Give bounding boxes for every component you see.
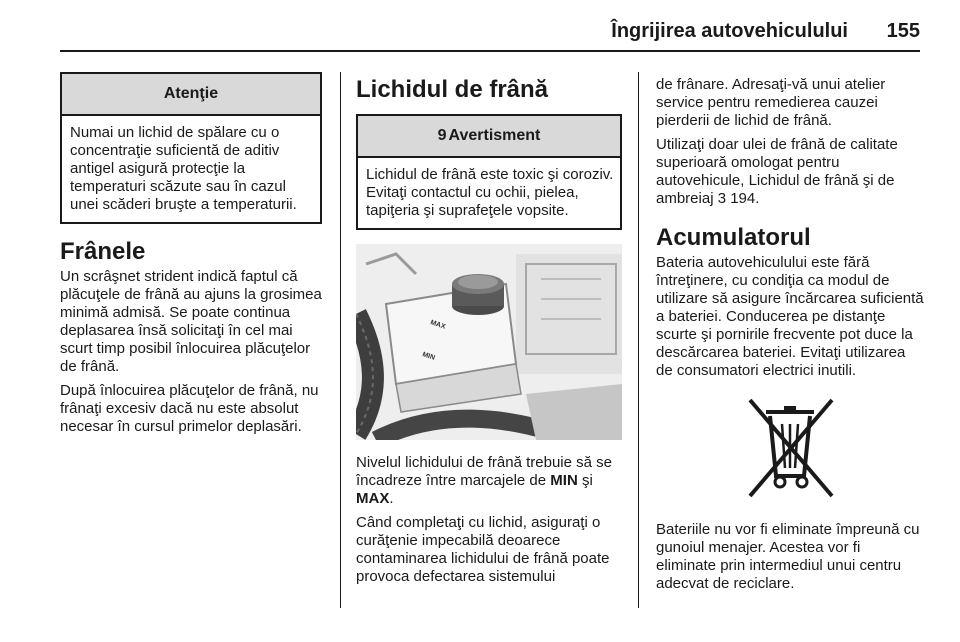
max-mark-label: MAX [429,319,447,331]
min-label: MIN [550,472,578,489]
page-header [60,14,920,52]
page-number: 155 [886,20,920,42]
warning-header [358,116,620,158]
paragraph: Bateriile nu vor fi eliminate împreună cu gunoiul menajer. Acestea vor fi eliminate prin intermediul unui centru adecvat de reciclare. [656,521,920,592]
warning-box [356,114,622,230]
column-3 [656,72,924,593]
paragraph: Bateria autovehiculului este fără întreţinere, cu condiţia ca modul de utilizare să asigure încărcarea suficientă a bateriei. Conducerea pe distanţe scurte şi pornirile frecvente pot duce la descărcarea bateriei. Evitaţi utilizarea de consumatori electrici inutili. [656,254,924,379]
crossed-out-bin-icon [740,394,840,502]
column-divider [340,72,341,608]
min-mark-label: MIN [421,351,436,362]
page-reference[interactable]: 194. [726,190,760,207]
page-reference-icon: 3 [717,190,727,207]
paragraph: Utilizaţi doar ulei de frână de calitate superioară omologat pentru autovehicule, Lichidul de frână şi de ambreiaj 3 194. [656,136,898,207]
header-title: Îngrijirea autovehiculului [611,20,848,42]
notice-title: Atenţie [62,74,320,116]
reservoir-illustration [356,244,622,440]
paragraph: Nivelul lichidului de frână trebuie să se încadreze între marcajele de MIN şi MAX. [356,454,612,507]
max-label: MAX [356,490,390,507]
paragraph: Când completaţi cu lichid, asiguraţi o curăţenie impecabilă deoarece contaminarea lichidului de frână poate provoca defectarea sistemului [356,514,610,585]
column-2 [356,72,622,586]
column-1 [60,72,322,436]
notice-box [60,72,322,224]
paragraph: de frânare. Adresaţi-vă unui atelier service pentru remedierea cauzei pierderii de lichid de frână. [656,76,886,129]
column-divider [638,72,639,608]
warning-icon: 9 [437,127,447,144]
section-title-brake-fluid: Lichidul de frână [356,76,549,103]
paragraph: După înlocuirea plăcuţelor de frână, nu frânaţi excesiv dacă nu este absolut necesar în cursul primelor deplasări. [60,382,319,435]
section-title-brakes: Frânele [60,238,146,265]
brake-fluid-reservoir-photo [356,244,622,440]
notice-text: Numai un lichid de spălare cu o concentraţie suficientă de aditiv antigel asigură protecţie la temperaturi scăzute sau în cazul unei scăderi bruşte a temperaturii. [70,124,297,213]
warning-text: Lichidul de frână este toxic şi coroziv. Evitaţi contactul cu ochii, pielea, tapiţeria şi suprafeţele vopsite. [366,166,614,219]
paragraph: Un scrâşnet strident indică faptul că plăcuţele de frână au ajuns la grosimea minimă admisă. Se poate continua deplasarea însă solicitaţi în cel mai scurt timp posibil înlocuirea plăcuţelor de frână. [60,268,322,375]
warning-title: Avertisment [448,127,541,144]
section-title-battery: Acumulatorul [656,224,811,251]
